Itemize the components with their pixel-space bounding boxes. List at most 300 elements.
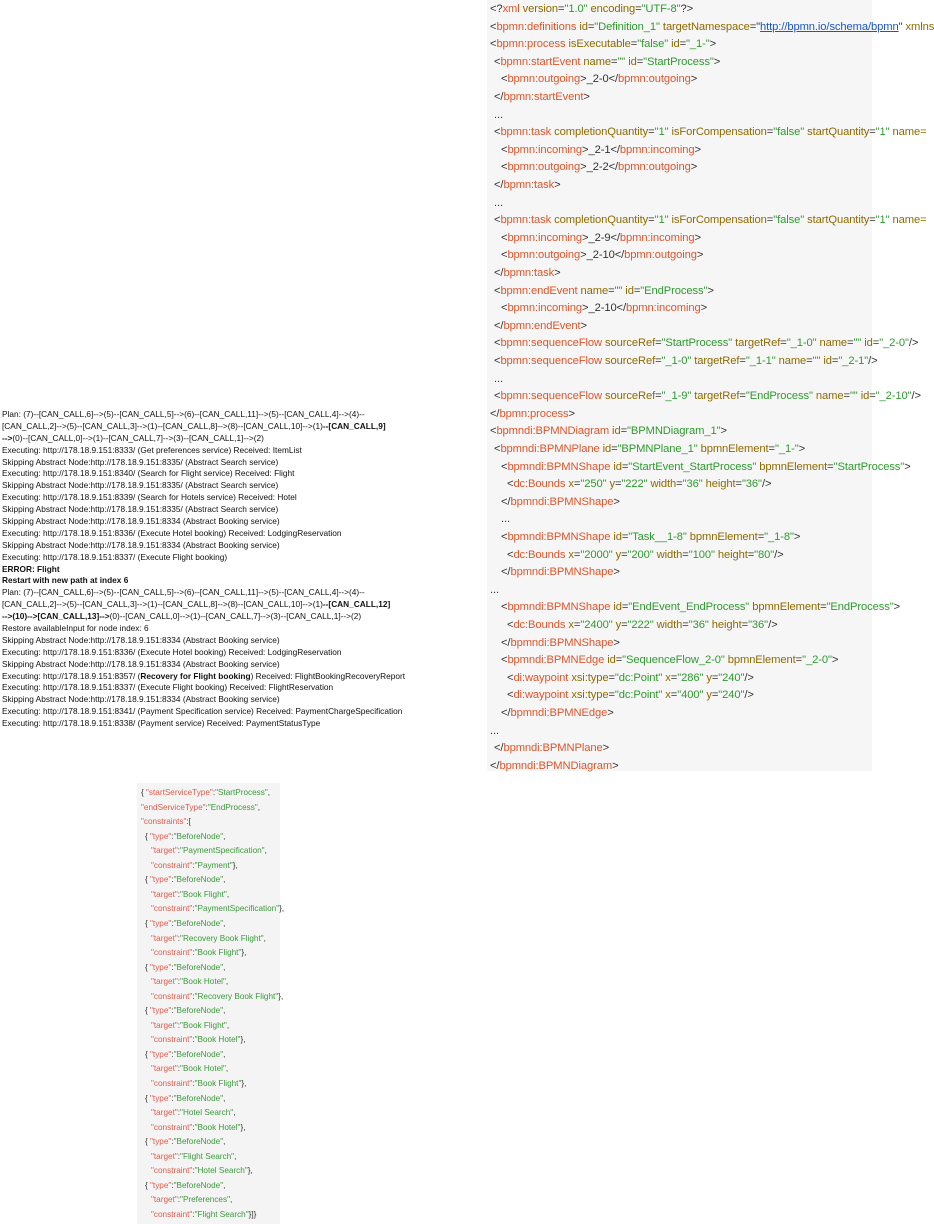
log-text: Executing: http://178.18.9.151:8339/ (Search for Hotels service) Received: Hotel xyxy=(2,492,297,503)
xml-token: > xyxy=(568,407,575,420)
xml-token: "1.0" xyxy=(564,3,588,15)
json-code-line xyxy=(141,873,225,888)
xml-code-line xyxy=(487,669,872,687)
xml-token: >_2-1</ xyxy=(582,143,620,156)
xml-token: "false" xyxy=(773,214,805,227)
xml-token: width xyxy=(647,478,677,491)
xml-token: ?> xyxy=(680,3,694,15)
json-token: { xyxy=(145,1180,151,1190)
xml-token: < xyxy=(490,20,497,33)
xml-token: < xyxy=(507,478,514,491)
xml-token: isForCompensation xyxy=(668,126,767,139)
json-token: : xyxy=(177,1151,181,1161)
json-token: , xyxy=(264,846,267,856)
json-token: : xyxy=(212,788,216,797)
json-token: : xyxy=(192,860,195,870)
log-line xyxy=(2,611,422,623)
json-token: "StartProcess" xyxy=(215,788,268,797)
json-token: : xyxy=(192,1079,195,1088)
xml-token: "_1-0" xyxy=(786,337,817,350)
xml-code-line xyxy=(487,387,921,405)
xml-token: ... xyxy=(501,513,511,526)
log-line xyxy=(2,540,422,552)
xml-token: < xyxy=(507,548,514,561)
json-token: "BeforeNode" xyxy=(173,1093,224,1103)
xml-code-line xyxy=(487,194,872,212)
xml-token: </ xyxy=(494,267,504,279)
json-token: "Recovery Book Flight" xyxy=(180,933,264,943)
xml-token: "BPMNPlane_1" xyxy=(617,443,698,455)
xml-token: sourceRef xyxy=(601,390,656,403)
xml-token: /> xyxy=(908,337,919,350)
json-token: }, xyxy=(232,860,238,870)
xml-token: < xyxy=(501,531,508,543)
xml-token: = xyxy=(843,390,850,403)
xml-token: bpmnElement xyxy=(686,531,758,543)
json-token: , xyxy=(223,1093,226,1103)
xml-token: < xyxy=(501,302,508,315)
json-token: "BeforeNode" xyxy=(173,831,224,841)
xml-token: xmlns xyxy=(902,20,934,33)
xml-token: targetRef xyxy=(732,337,781,350)
xml-token: startQuantity xyxy=(804,214,870,227)
xml-token: bpmn:endEvent xyxy=(503,319,581,332)
json-token: : xyxy=(171,1180,174,1190)
xml-token: sourceRef xyxy=(601,337,656,350)
json-token: "type" xyxy=(150,918,172,928)
xml-token: isForCompensation xyxy=(668,214,767,227)
xml-token: = xyxy=(869,390,876,403)
json-token: "Book Flight" xyxy=(180,889,227,899)
xml-token: "2000" xyxy=(580,548,613,561)
log-line xyxy=(2,421,422,433)
xml-token: > xyxy=(709,38,717,51)
xml-token: targetNamespace xyxy=(659,20,750,33)
xml-token: "222" xyxy=(627,619,654,631)
json-token: "constraint" xyxy=(151,1079,193,1088)
json-token: "target" xyxy=(151,1195,178,1205)
xml-code-line xyxy=(487,510,872,528)
xml-token: "_1-1" xyxy=(745,355,776,367)
xml-token: "EndProcess" xyxy=(826,601,894,614)
xml-token: /> xyxy=(744,671,754,684)
json-token: "BeforeNode" xyxy=(173,1049,224,1059)
xml-token: "EndEvent_EndProcess" xyxy=(628,601,750,614)
log-text: [CAN_CALL,2]-->(5)--[CAN_CALL,3]-->(1)--[CAN_CALL,8]-->(8)--[CAN_CALL,10]-->(1) xyxy=(2,599,323,610)
xml-token: < xyxy=(494,284,501,297)
json-token: "target" xyxy=(151,846,178,856)
json-token: "Preferences" xyxy=(180,1195,230,1205)
xml-token: bpmndi:BPMNEdge xyxy=(507,654,605,667)
xml-token: = xyxy=(670,671,678,684)
json-token: "Hotel Search" xyxy=(180,1108,234,1118)
xml-token: bpmn:incoming xyxy=(507,302,583,315)
json-token: "Book Hotel" xyxy=(194,1035,241,1045)
xml-token: > xyxy=(583,91,590,103)
xml-token: = xyxy=(747,548,755,561)
log-text: Executing: http://178.18.9.151:8337/ (Execute Flight booking) xyxy=(2,551,228,562)
xml-token: bpmn:definitions xyxy=(496,20,577,33)
xml-token: name xyxy=(580,55,611,68)
log-line xyxy=(2,599,422,611)
json-token: "type" xyxy=(150,875,172,885)
xml-code-line xyxy=(487,722,872,740)
xml-token: = xyxy=(635,3,642,15)
xml-token: = xyxy=(820,601,827,614)
xml-token: bpmndi:BPMNShape xyxy=(507,460,611,473)
xml-token: >_2-2</ xyxy=(580,161,619,174)
xml-token: = xyxy=(608,689,615,702)
json-code-line xyxy=(141,1048,225,1063)
xml-token: dc:Bounds xyxy=(513,478,566,491)
xml-token: </ xyxy=(501,636,511,649)
log-text: Executing: http://178.18.9.151:8333/ (Get preferences service) Received: ItemList xyxy=(2,444,302,455)
xml-token[interactable]: http://bpmn.io/schema/bpmn xyxy=(760,20,899,33)
json-token: "constraints" xyxy=(141,817,187,827)
xml-token: > xyxy=(690,161,698,174)
xml-token: > xyxy=(602,742,610,755)
json-token: "BeforeNode" xyxy=(173,875,224,885)
xml-token: "" xyxy=(853,337,862,350)
xml-token: x xyxy=(662,671,671,684)
xml-token: > xyxy=(554,179,561,191)
xml-token: </ xyxy=(494,179,504,191)
xml-token: /> xyxy=(761,478,772,491)
json-token: : xyxy=(177,1108,181,1118)
xml-token: > xyxy=(904,460,911,473)
xml-token: bpmndi:BPMNDiagram xyxy=(499,759,613,772)
xml-token: id xyxy=(599,443,612,455)
json-code-line xyxy=(141,859,238,874)
xml-token: /> xyxy=(768,619,778,631)
xml-token: "_1-8" xyxy=(764,531,794,543)
json-token: : xyxy=(177,1020,181,1030)
xml-token: > xyxy=(793,531,801,543)
xml-token: "240" xyxy=(718,689,745,702)
xml-token: "dc:Point" xyxy=(614,671,663,684)
xml-token: < xyxy=(501,249,508,262)
xml-token: ... xyxy=(494,196,504,209)
xml-token: ... xyxy=(494,108,504,121)
json-code-line xyxy=(141,1121,245,1136)
xml-token: "UTF-8" xyxy=(641,3,681,15)
xml-token: </ xyxy=(490,407,500,420)
xml-token: = xyxy=(655,390,662,403)
xml-token: "dc:Point" xyxy=(614,689,663,702)
xml-token: = xyxy=(587,20,595,33)
xml-token: ... xyxy=(490,583,500,596)
xml-code-line xyxy=(487,528,872,546)
xml-token: "222" xyxy=(621,478,648,491)
xml-token: bpmn:outgoing xyxy=(507,73,581,86)
json-token: { xyxy=(141,788,147,797)
json-token: : xyxy=(177,1064,181,1074)
json-code-line xyxy=(141,786,270,801)
json-token: "PaymentSpecification" xyxy=(180,846,265,856)
xml-token: "EndProcess" xyxy=(745,390,813,403)
xml-token: = xyxy=(615,654,623,667)
xml-token: = xyxy=(573,478,581,491)
xml-token: >_2-10</ xyxy=(582,302,627,315)
xml-token: bpmn:task xyxy=(500,214,552,227)
xml-token: bpmndi:BPMNShape xyxy=(510,566,614,579)
xml-token: targetRef xyxy=(691,355,740,367)
xml-code-line xyxy=(487,616,872,634)
json-token: : xyxy=(171,875,174,885)
log-line xyxy=(2,492,422,504)
xml-token: xml xyxy=(502,3,520,15)
json-token: : xyxy=(171,1137,174,1147)
xml-token: targetRef xyxy=(691,390,740,403)
xml-token: = xyxy=(611,55,618,68)
xml-token: xsi:type xyxy=(568,689,609,702)
json-token: : xyxy=(171,962,174,972)
xml-token: < xyxy=(490,425,497,438)
json-token: , xyxy=(267,788,271,797)
xml-token: "false" xyxy=(773,126,805,139)
xml-token: "_1-" xyxy=(686,38,710,51)
xml-token: "StartProcess" xyxy=(643,55,714,68)
xml-token: ... xyxy=(494,372,504,385)
xml-code-line xyxy=(487,229,872,247)
xml-token: id xyxy=(610,460,622,473)
log-text: ) Received: FlightBookingRecoveryReport xyxy=(250,670,406,681)
json-token: , xyxy=(223,831,226,841)
xml-token: "SequenceFlow_2-0" xyxy=(622,654,725,667)
json-token: }, xyxy=(247,1166,253,1176)
log-text: [CAN_CALL,2]-->(5)--[CAN_CALL,3]-->(1)--[CAN_CALL,8]-->(8)--[CAN_CALL,10]-->(1) xyxy=(2,420,323,431)
json-code-line xyxy=(141,902,284,917)
xml-token: id xyxy=(861,337,873,350)
xml-code-line xyxy=(487,686,872,704)
xml-code-line xyxy=(487,158,872,176)
json-code-line xyxy=(141,1077,246,1092)
xml-token: y xyxy=(703,671,712,684)
xml-token: bpmnElement xyxy=(756,460,828,473)
json-token: , xyxy=(257,802,261,812)
json-token: "type" xyxy=(150,1049,172,1059)
xml-token: < xyxy=(501,231,508,244)
xml-token: height xyxy=(702,478,736,491)
xml-token: dc:Bounds xyxy=(513,619,566,631)
json-token: , xyxy=(223,962,226,972)
log-line xyxy=(2,718,422,730)
log-text: Restore availableInput for node index: 6 xyxy=(2,623,149,634)
xml-token: = xyxy=(614,478,622,491)
json-token: "constraint" xyxy=(151,1209,193,1219)
xml-token: = xyxy=(795,654,803,667)
xml-token: > xyxy=(613,566,620,579)
xml-code-line xyxy=(487,440,872,458)
xml-token: "_1-0" xyxy=(661,355,692,367)
xml-token: "200" xyxy=(627,548,654,561)
xml-token: </ xyxy=(494,91,504,103)
xml-token: name xyxy=(577,284,609,297)
json-token: }]} xyxy=(248,1209,257,1219)
xml-token: </ xyxy=(501,566,511,579)
log-line xyxy=(2,671,422,683)
log-text: Skipping Abstract Node:http://178.18.9.151:8334 (Abstract Booking service) xyxy=(2,539,280,550)
json-token: : xyxy=(192,1166,195,1176)
log-text: Executing: http://178.18.9.151:8336/ (Execute Hotel booking) Received: LodgingReservation xyxy=(2,527,342,538)
xml-token: = xyxy=(679,38,687,51)
json-token: { xyxy=(145,918,151,928)
xml-token: "36" xyxy=(748,619,769,631)
xml-token: = xyxy=(757,531,765,543)
xml-token: "1" xyxy=(875,126,890,139)
json-token: "constraint" xyxy=(151,991,193,1001)
json-token: { xyxy=(145,1093,151,1103)
xml-code-line xyxy=(487,317,872,335)
xml-token: bpmndi:BPMNShape xyxy=(507,531,611,543)
json-token: "target" xyxy=(151,1151,178,1161)
json-token: }, xyxy=(279,904,285,914)
json-token: "Flight Search" xyxy=(194,1209,249,1219)
xml-token: bpmn:outgoing xyxy=(507,161,581,174)
xml-token: "_1-" xyxy=(774,443,799,455)
json-code-line xyxy=(141,1179,225,1194)
xml-token: "100" xyxy=(688,548,715,561)
xml-token: "1" xyxy=(875,214,890,227)
json-token: : xyxy=(205,802,208,812)
json-token: "Payment" xyxy=(194,860,233,870)
json-token: "PaymentSpecification" xyxy=(194,904,280,914)
log-text: Skipping Abstract Node:http://178.18.9.151:8335/ (Abstract Search service) xyxy=(2,504,279,515)
xml-token: = xyxy=(872,337,880,350)
json-token: : xyxy=(171,831,174,841)
log-text: (0)--[CAN_CALL,0]-->(1)--[CAN_CALL,7]-->(3)--[CAN_CALL,1]-->(2) xyxy=(12,432,264,443)
xml-token: bpmn:outgoing xyxy=(507,249,581,262)
log-line xyxy=(2,587,422,599)
json-code-line xyxy=(141,932,266,947)
xml-token: encoding xyxy=(587,3,636,15)
json-token: : xyxy=(171,1006,174,1016)
xml-token: name xyxy=(775,355,807,367)
json-token: : xyxy=(171,1093,174,1103)
json-token: , xyxy=(223,1137,226,1147)
log-line xyxy=(2,516,422,528)
xml-code-line xyxy=(487,475,872,493)
json-token: , xyxy=(223,875,226,885)
json-token: "Hotel Search" xyxy=(194,1166,248,1176)
log-text: Skipping Abstract Node:http://178.18.9.151:8334 (Abstract Booking service) xyxy=(2,658,280,669)
json-token: "target" xyxy=(151,933,178,943)
xml-token: bpmn:outgoing xyxy=(618,73,691,86)
xml-token: > xyxy=(613,495,620,508)
json-token: }, xyxy=(240,1122,246,1132)
json-token: "target" xyxy=(151,1064,178,1074)
json-token: "constraint" xyxy=(151,860,193,870)
xml-token: xsi:type xyxy=(568,671,609,684)
xml-token: =" xyxy=(749,20,761,33)
json-token: : xyxy=(192,1209,195,1219)
xml-token: id xyxy=(625,55,637,68)
xml-token: bpmndi:BPMNShape xyxy=(510,495,614,508)
log-text: Executing: http://178.18.9.151:8336/ (Execute Hotel booking) Received: LodgingReservation xyxy=(2,646,342,657)
xml-token: id xyxy=(622,284,634,297)
xml-code-line xyxy=(487,141,872,159)
xml-token: > xyxy=(798,443,806,455)
json-token: "type" xyxy=(150,1006,172,1016)
xml-token: x xyxy=(565,619,574,631)
xml-token: completionQuantity xyxy=(551,126,649,139)
xml-token: "400" xyxy=(677,689,704,702)
xml-token: > xyxy=(613,636,620,649)
bpmn-xml-code-panel xyxy=(487,0,934,772)
log-line xyxy=(2,480,422,492)
log-text: Executing: http://178.18.9.151:8337/ (Execute Flight booking) Received: FlightReservation xyxy=(2,682,334,693)
xml-token: sourceRef xyxy=(601,355,656,367)
xml-token: < xyxy=(507,619,514,631)
json-code-line xyxy=(141,1062,228,1077)
xml-token: bpmndi:BPMNEdge xyxy=(510,707,608,719)
xml-token: "1" xyxy=(654,214,669,227)
xml-token: "_2-1" xyxy=(838,355,869,367)
xml-token: < xyxy=(501,460,508,473)
json-token: "target" xyxy=(151,889,178,899)
json-token: , xyxy=(223,1180,226,1190)
xml-token: < xyxy=(494,214,501,227)
xml-token: = xyxy=(611,443,618,455)
json-token: , xyxy=(225,1064,229,1074)
xml-code-line xyxy=(487,211,927,229)
json-token: : xyxy=(192,1122,195,1132)
json-token: "BeforeNode" xyxy=(173,918,224,928)
xml-token: = xyxy=(711,689,719,702)
xml-token: width xyxy=(653,619,683,631)
json-token: , xyxy=(223,918,226,928)
log-line xyxy=(2,468,422,480)
json-code-line xyxy=(141,844,267,859)
xml-code-line xyxy=(487,757,872,775)
xml-token: "36" xyxy=(741,478,762,491)
xml-token: id xyxy=(857,390,870,403)
xml-token: >_2-0</ xyxy=(580,73,619,86)
xml-code-line xyxy=(487,106,872,124)
json-token: , xyxy=(223,1049,226,1059)
xml-token: "286" xyxy=(677,671,704,684)
xml-code-line xyxy=(487,70,872,88)
xml-token: > xyxy=(831,654,839,667)
log-line xyxy=(2,575,422,587)
json-token: "BeforeNode" xyxy=(173,962,224,972)
xml-token: bpmn:sequenceFlow xyxy=(500,355,602,367)
xml-token: bpmn:endEvent xyxy=(500,284,578,297)
xml-token: = xyxy=(621,619,628,631)
log-text: -->(10)-->[CAN_CALL,13]--> xyxy=(2,611,110,622)
xml-token: "false" xyxy=(637,38,669,51)
xml-code-line xyxy=(487,634,872,652)
xml-token: = xyxy=(648,126,655,139)
log-line xyxy=(2,694,422,706)
json-token: { xyxy=(145,962,151,972)
xml-token: "" xyxy=(614,284,623,297)
xml-code-line xyxy=(487,563,872,581)
log-text: --[CAN_CALL,9] xyxy=(322,420,386,431)
xml-token: y xyxy=(612,548,622,561)
xml-token: bpmndi:BPMNShape xyxy=(507,601,611,614)
xml-token: bpmn:process xyxy=(499,407,569,420)
xml-token: < xyxy=(494,337,501,350)
xml-token: "2400" xyxy=(580,619,613,631)
xml-token: = xyxy=(573,619,581,631)
xml-token: = xyxy=(636,55,644,68)
xml-code-line xyxy=(487,651,872,669)
xml-token: y xyxy=(606,478,615,491)
xml-token: dc:Bounds xyxy=(513,548,566,561)
xml-token: = xyxy=(711,671,719,684)
json-code-line xyxy=(141,975,228,990)
